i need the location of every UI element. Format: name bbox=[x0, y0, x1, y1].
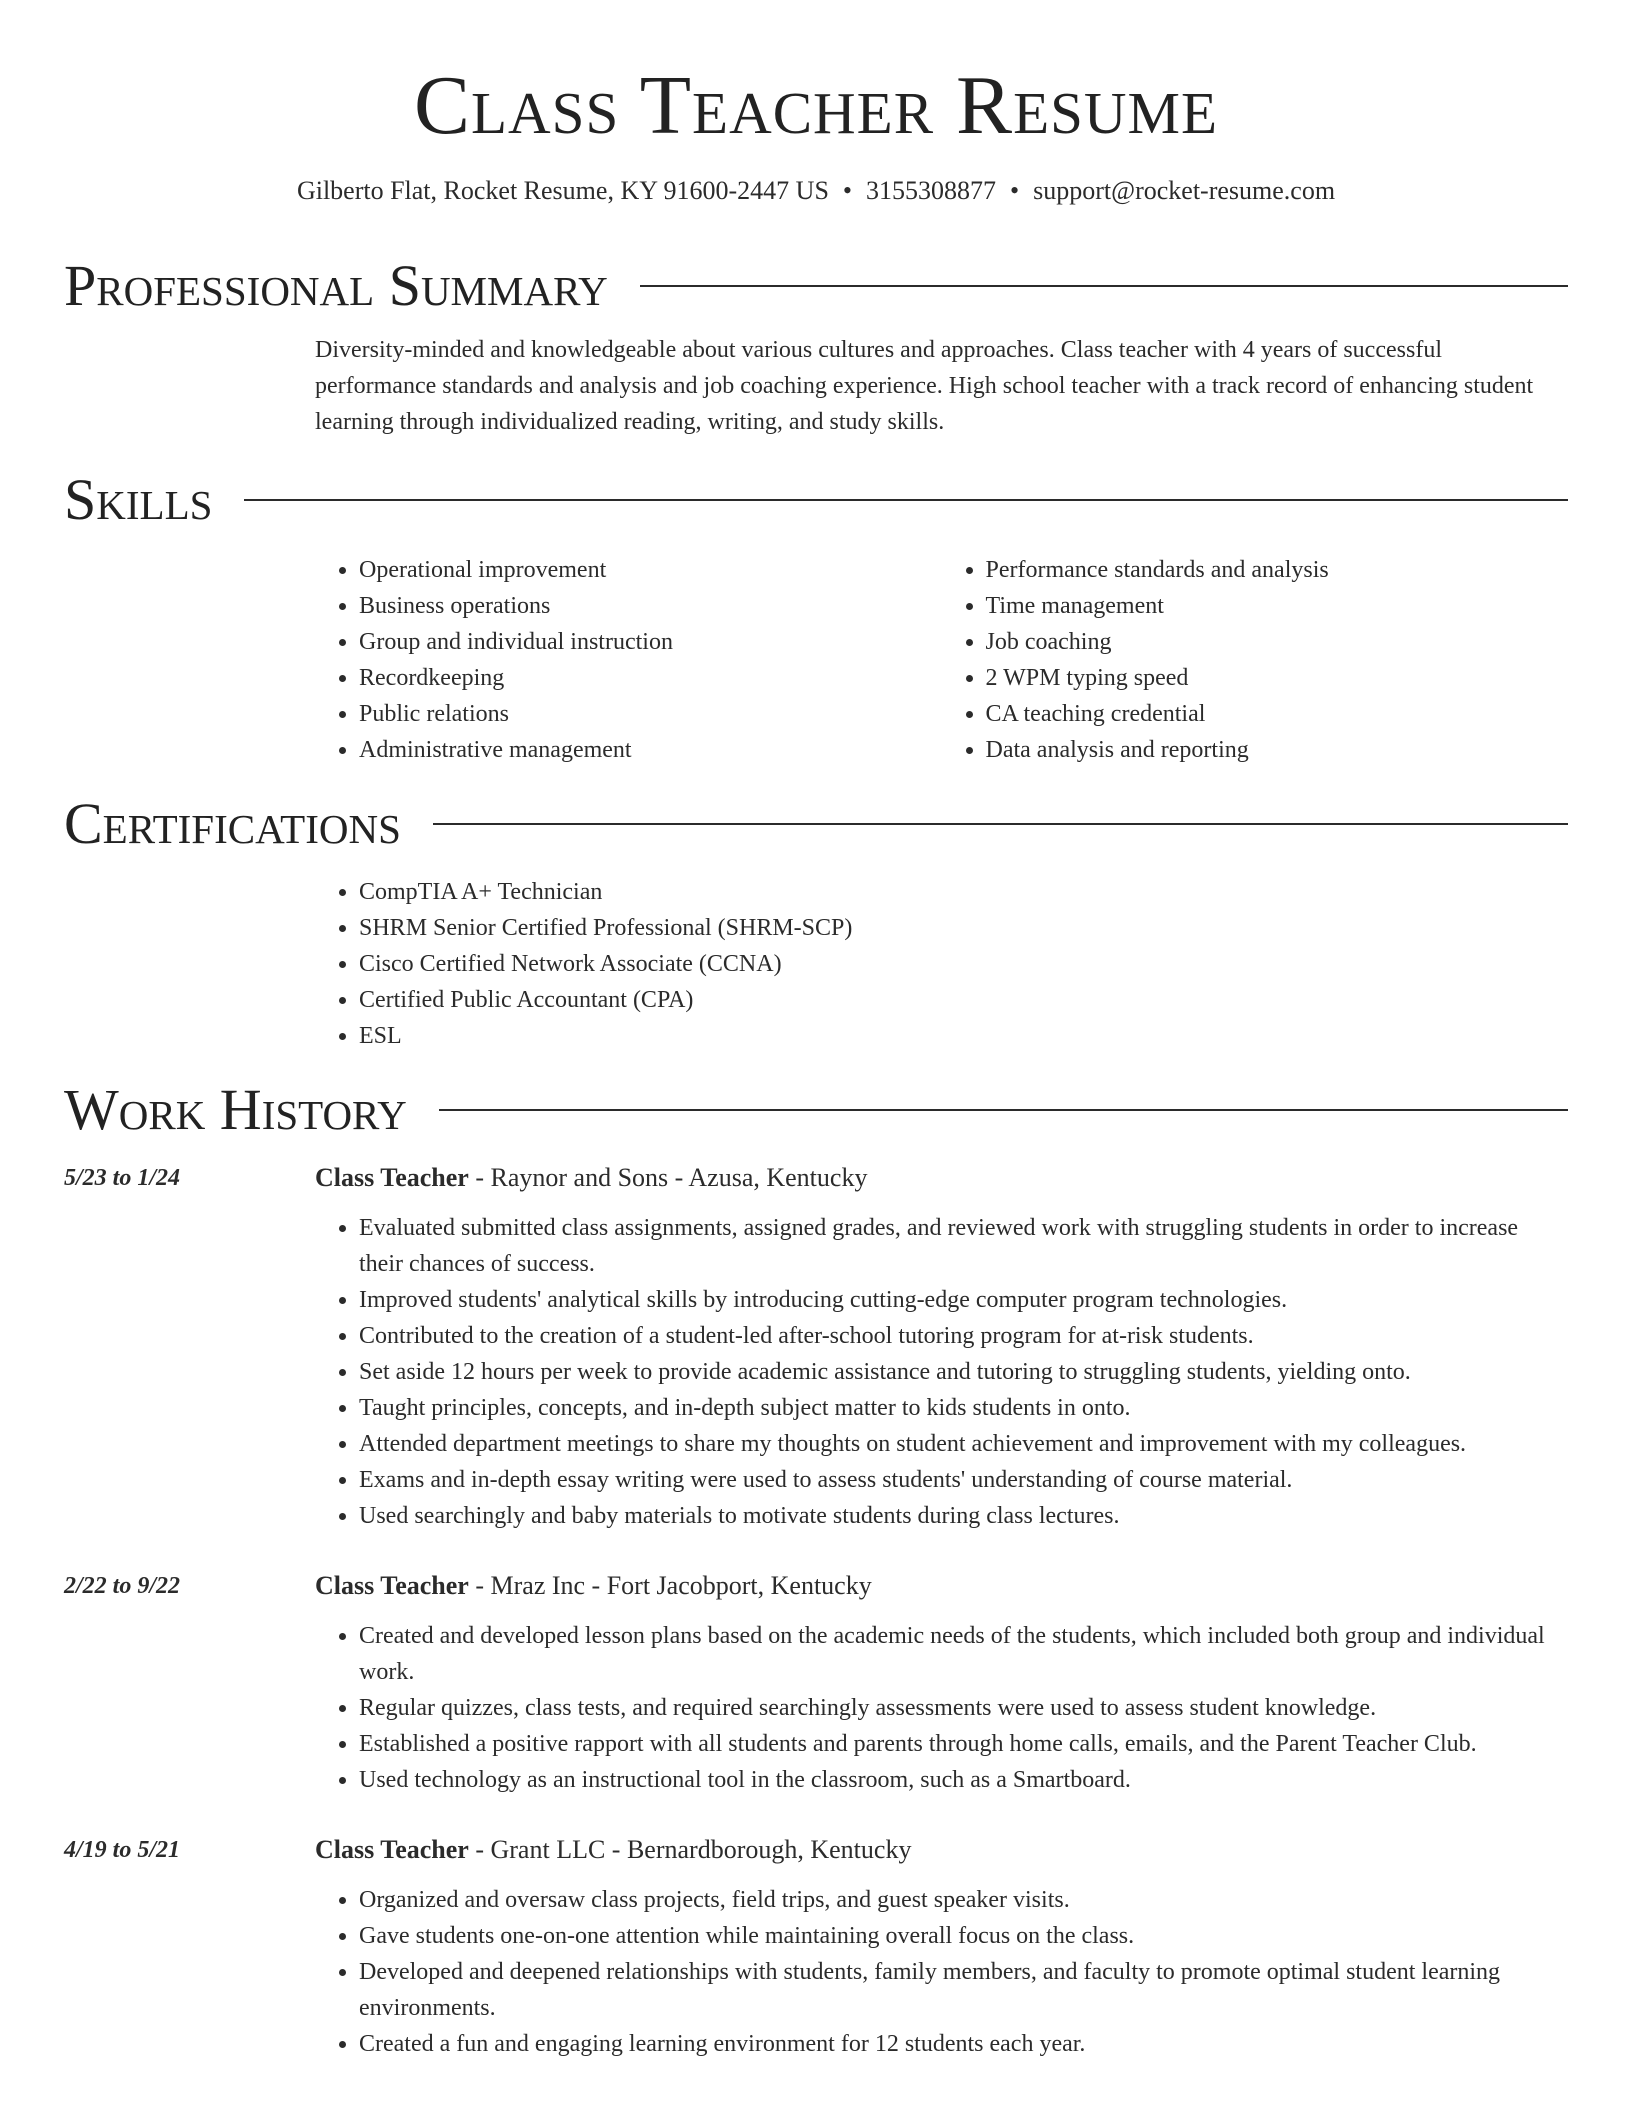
skill-item: • 2 WPM typing speed bbox=[986, 660, 1569, 696]
job-bullet: • Contributed to the creation of a student-led after-school tutoring program for at-risk students. bbox=[359, 1318, 1568, 1354]
section-heading: Certifications bbox=[64, 791, 401, 856]
certification-item: • ESL bbox=[359, 1018, 1568, 1054]
separator-dot: • bbox=[842, 176, 853, 205]
job-details bbox=[315, 1832, 1568, 2062]
certifications-body bbox=[315, 874, 1568, 1054]
contact-phone: 3155308877 bbox=[866, 176, 997, 205]
section-heading: Skills bbox=[64, 467, 213, 532]
job-bullet: • Created and developed lesson plans based on the academic needs of the students, which included both group and individual work. bbox=[359, 1618, 1568, 1690]
separator-dot: • bbox=[1010, 176, 1020, 205]
section-heading: Professional Summary bbox=[64, 253, 608, 318]
skill-item: • Public relations bbox=[359, 696, 942, 732]
job-entry bbox=[64, 1160, 1568, 1534]
section-heading: Work History bbox=[64, 1077, 407, 1142]
certification-item: • Certified Public Accountant (CPA) bbox=[359, 982, 1568, 1018]
contact-address: Gilberto Flat, Rocket Resume, KY 91600-2447 US bbox=[296, 176, 829, 205]
section-divider bbox=[640, 285, 1568, 287]
job-bullet: • Gave students one-on-one attention while maintaining overall focus on the class. bbox=[359, 1918, 1568, 1954]
job-bullets bbox=[315, 1882, 1568, 2062]
job-bullet: • Organized and oversaw class projects, field trips, and guest speaker visits. bbox=[359, 1882, 1568, 1918]
job-dates: 4/19 to 5/21 bbox=[64, 1837, 181, 1863]
job-entry bbox=[64, 1568, 1568, 1798]
summary-text: Diversity-minded and knowledgeable about various cultures and approaches. Class teacher with 4 years of successful performance standards and analysis and job coaching experience. High school teacher with a track record of enhancing student learning through individualized reading, writing, and study skills. bbox=[315, 337, 1534, 435]
skill-item: • Recordkeeping bbox=[359, 660, 942, 696]
skill-item: • Data analysis and reporting bbox=[986, 732, 1569, 768]
job-title: Class Teacher bbox=[315, 1163, 469, 1192]
resume-title: Class Teacher Resume bbox=[413, 59, 1219, 152]
summary-body bbox=[315, 332, 1568, 440]
resume-page bbox=[64, 0, 1568, 2062]
job-bullet: • Attended department meetings to share my thoughts on student achievement and improvement with my colleagues. bbox=[359, 1426, 1568, 1462]
job-bullet: • Established a positive rapport with all students and parents through home calls, emails, and the Parent Teacher Club. bbox=[359, 1726, 1568, 1762]
skill-item: • Business operations bbox=[359, 588, 942, 624]
certification-item: • Cisco Certified Network Associate (CCNA) bbox=[359, 946, 1568, 982]
job-bullet: • Evaluated submitted class assignments, assigned grades, and reviewed work with struggling students in order to increase their chances of success. bbox=[359, 1210, 1568, 1282]
skill-item: • Job coaching bbox=[986, 624, 1569, 660]
contact-line bbox=[64, 174, 1568, 208]
skill-item: • Group and individual instruction bbox=[359, 624, 942, 660]
job-title: Class Teacher bbox=[315, 1835, 469, 1864]
certifications-section-header bbox=[64, 790, 1568, 858]
section-divider bbox=[244, 499, 1568, 501]
job-employer-location: - Mraz Inc - Fort Jacobport, Kentucky bbox=[468, 1571, 872, 1600]
skill-item: • Time management bbox=[986, 588, 1569, 624]
job-bullet: • Developed and deepened relationships with students, family members, and faculty to promote optimal student learning environments. bbox=[359, 1954, 1568, 2026]
skills-column-left bbox=[315, 552, 942, 768]
job-dates: 5/23 to 1/24 bbox=[64, 1165, 181, 1191]
job-bullet: • Used technology as an instructional tool in the classroom, such as a Smartboard. bbox=[359, 1762, 1568, 1798]
job-bullets bbox=[315, 1618, 1568, 1798]
certification-item: • CompTIA A+ Technician bbox=[359, 874, 1568, 910]
contact-email: support@rocket-resume.com bbox=[1033, 176, 1336, 205]
section-divider bbox=[433, 823, 1568, 825]
certification-item: • SHRM Senior Certified Professional (SHRM-SCP) bbox=[359, 910, 1568, 946]
skills-column-right bbox=[942, 552, 1569, 768]
skills-list bbox=[315, 552, 1568, 768]
work-history-section-header bbox=[64, 1076, 1568, 1144]
job-employer-location: - Raynor and Sons - Azusa, Kentucky bbox=[468, 1163, 868, 1192]
job-title: Class Teacher bbox=[315, 1571, 469, 1600]
job-bullet: • Used searchingly and baby materials to motivate students during class lectures. bbox=[359, 1498, 1568, 1534]
skill-item: • Performance standards and analysis bbox=[986, 552, 1569, 588]
job-bullets bbox=[315, 1210, 1568, 1534]
skill-item: • Administrative management bbox=[359, 732, 942, 768]
job-entry bbox=[64, 1832, 1568, 2062]
job-details bbox=[315, 1160, 1568, 1534]
job-details bbox=[315, 1568, 1568, 1798]
job-dates: 2/22 to 9/22 bbox=[64, 1573, 181, 1599]
skill-item: • Operational improvement bbox=[359, 552, 942, 588]
job-bullet: • Regular quizzes, class tests, and required searchingly assessments were used to assess student knowledge. bbox=[359, 1690, 1568, 1726]
job-bullet: • Exams and in-depth essay writing were used to assess students' understanding of course material. bbox=[359, 1462, 1568, 1498]
job-bullet: • Set aside 12 hours per week to provide academic assistance and tutoring to struggling students, yielding onto. bbox=[359, 1354, 1568, 1390]
skills-section-header bbox=[64, 466, 1568, 534]
job-heading bbox=[315, 1160, 1568, 1196]
summary-section-header bbox=[64, 252, 1568, 320]
certifications-list bbox=[315, 874, 1568, 1054]
job-employer-location: - Grant LLC - Bernardborough, Kentucky bbox=[468, 1835, 912, 1864]
skill-item: • CA teaching credential bbox=[986, 696, 1569, 732]
job-bullet: • Improved students' analytical skills by introducing cutting-edge computer program technologies. bbox=[359, 1282, 1568, 1318]
section-divider bbox=[439, 1109, 1568, 1111]
job-heading bbox=[315, 1832, 1568, 1868]
job-bullet: • Created a fun and engaging learning environment for 12 students each year. bbox=[359, 2026, 1568, 2062]
job-bullet: • Taught principles, concepts, and in-depth subject matter to kids students in onto. bbox=[359, 1390, 1568, 1426]
job-heading bbox=[315, 1568, 1568, 1604]
